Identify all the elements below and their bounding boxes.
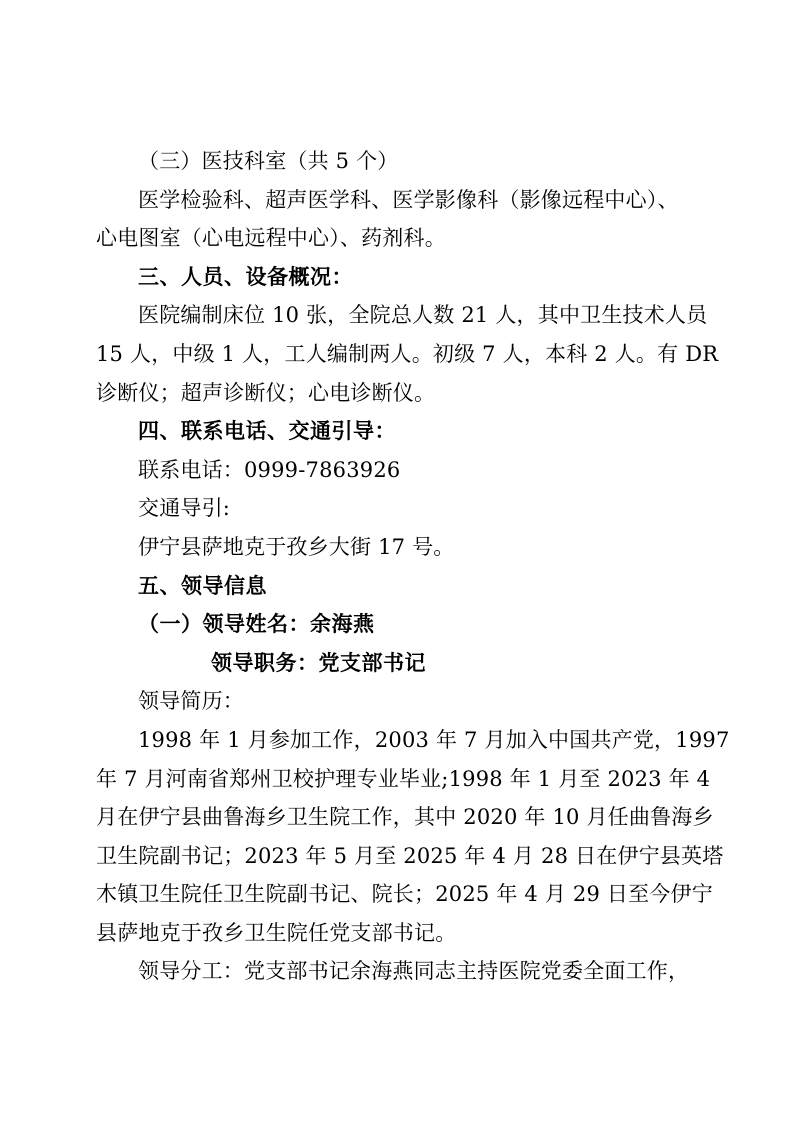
text-line: 卫生院副书记；2023 年 5 月至 2025 年 4 月 28 日在伊宁县英塔 (96, 843, 724, 868)
text-line: 1998 年 1 月参加工作，2003 年 7 月加入中国共产党，1997 (138, 727, 730, 752)
text-line: 月在伊宁县曲鲁海乡卫生院工作，其中 2020 年 10 月任曲鲁海乡 (96, 805, 714, 830)
text-line: 15 人，中级 1 人，工人编制两人。初级 7 人，本科 2 人。有 DR (96, 341, 719, 366)
text-line: 心电图室（心电远程中心）、药剂科。 (96, 226, 446, 251)
text-line: 领导职务：党支部书记 (211, 650, 426, 675)
text-line: 年 7 月河南省郑州卫校护理专业毕业;1998 年 1 月至 2023 年 4 (96, 766, 711, 791)
text-line: 领导分工：党支部书记余海燕同志主持医院党委全面工作， (138, 959, 690, 984)
document-body (96, 142, 730, 991)
text-line: 诊断仪；超声诊断仪；心电诊断仪。 (96, 380, 436, 405)
text-line: 木镇卫生院任卫生院副书记、院长；2025 年 4 月 29 日至今伊宁 (96, 882, 713, 907)
text-line: 三、人员、设备概况： (138, 264, 353, 289)
text-line: 医学检验科、超声医学科、医学影像科（影像远程中心）、 (138, 187, 679, 212)
text-line: 联系电话：0999-7863926 (138, 457, 401, 482)
text-line: 县萨地克于孜乡卫生院任党支部书记。 (96, 920, 457, 945)
text-line: 五、领导信息 (138, 573, 267, 598)
text-line: （一）领导姓名：余海燕 (138, 612, 375, 637)
text-line: 交通导引: (138, 496, 231, 521)
text-line: 领导简历： (138, 689, 244, 714)
text-line: （三）医技科室（共 5 个） (138, 149, 399, 173)
text-line: 伊宁县萨地克于孜乡大街 17 号。 (138, 534, 455, 559)
text-line: 四、联系电话、交通引导： (138, 419, 396, 444)
text-line: 医院编制床位 10 张，全院总人数 21 人，其中卫生技术人员 (138, 303, 708, 328)
